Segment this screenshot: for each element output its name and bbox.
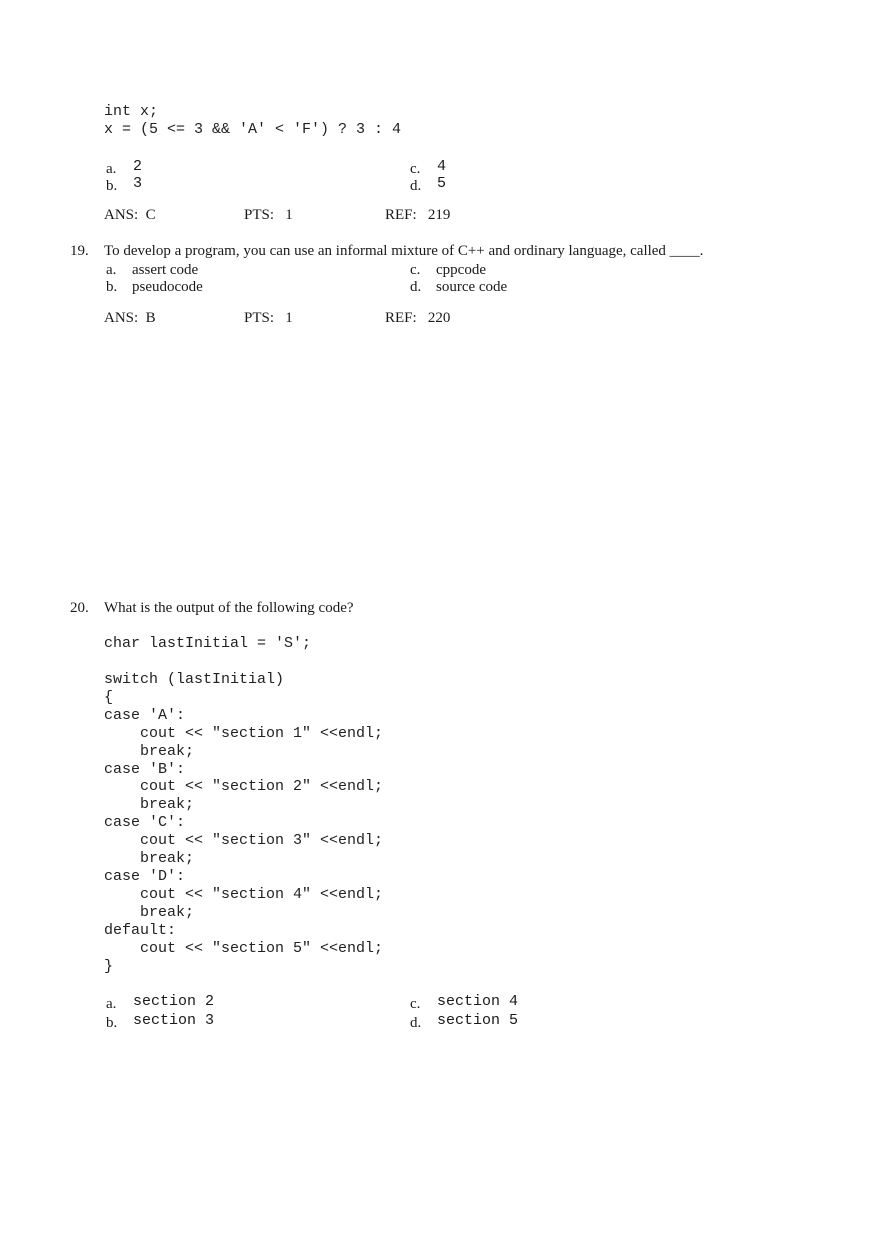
q20-option-b-text: section 3 (133, 1012, 215, 1029)
q19-option-c-letter: c. (410, 262, 421, 278)
q19-option-a-letter: a. (106, 262, 117, 278)
q20-option-d-letter: d. (410, 1015, 422, 1031)
q20-option-b-letter: b. (106, 1015, 118, 1031)
q19-reference: REF: 220 (385, 310, 451, 326)
q19-question-text: To develop a program, you can use an informal mixture of C++ and ordinary language, called ____. (104, 243, 704, 259)
q18-code-block: int x; x = (5 <= 3 && 'A' < 'F') ? 3 : 4 (104, 103, 402, 138)
q20-option-c-text: section 4 (437, 993, 519, 1010)
q18-points: PTS: 1 (244, 207, 293, 223)
q19-points: PTS: 1 (244, 310, 293, 326)
q20-number: 20. (70, 600, 89, 616)
q20-option-a-text: section 2 (133, 993, 215, 1010)
q19-option-a-text: assert code (132, 262, 199, 278)
q20-option-c-letter: c. (410, 996, 421, 1012)
q18-option-d-text: 5 (437, 175, 447, 192)
q20-code-declaration: char lastInitial = 'S'; (104, 635, 312, 652)
q19-option-b-letter: b. (106, 279, 118, 295)
q19-option-c-text: cppcode (436, 262, 486, 278)
q19-answer: ANS: B (104, 310, 156, 326)
q18-option-c-text: 4 (437, 158, 447, 175)
q18-option-a-text: 2 (133, 158, 143, 175)
q18-option-b-letter: b. (106, 178, 118, 194)
q19-option-d-letter: d. (410, 279, 422, 295)
q18-reference: REF: 219 (385, 207, 451, 223)
q20-option-d-text: section 5 (437, 1012, 519, 1029)
q18-option-b-text: 3 (133, 175, 143, 192)
q20-option-a-letter: a. (106, 996, 117, 1012)
q20-code-switch: switch (lastInitial) { case 'A': cout << "section 1" <<endl; break; case 'B': cout << "section 2" <<endl; break; case 'C': cout << "section 3" <<endl; break; case 'D': cout << "section 4" <<endl; break; default: cout << "section 5" <<endl; } (104, 671, 384, 975)
q18-option-d-letter: d. (410, 178, 422, 194)
q18-answer: ANS: C (104, 207, 156, 223)
q19-option-d-text: source code (436, 279, 508, 295)
q18-option-a-letter: a. (106, 161, 117, 177)
q19-number: 19. (70, 243, 89, 259)
q20-question-text: What is the output of the following code? (104, 600, 354, 616)
q18-option-c-letter: c. (410, 161, 421, 177)
q19-option-b-text: pseudocode (132, 279, 203, 295)
